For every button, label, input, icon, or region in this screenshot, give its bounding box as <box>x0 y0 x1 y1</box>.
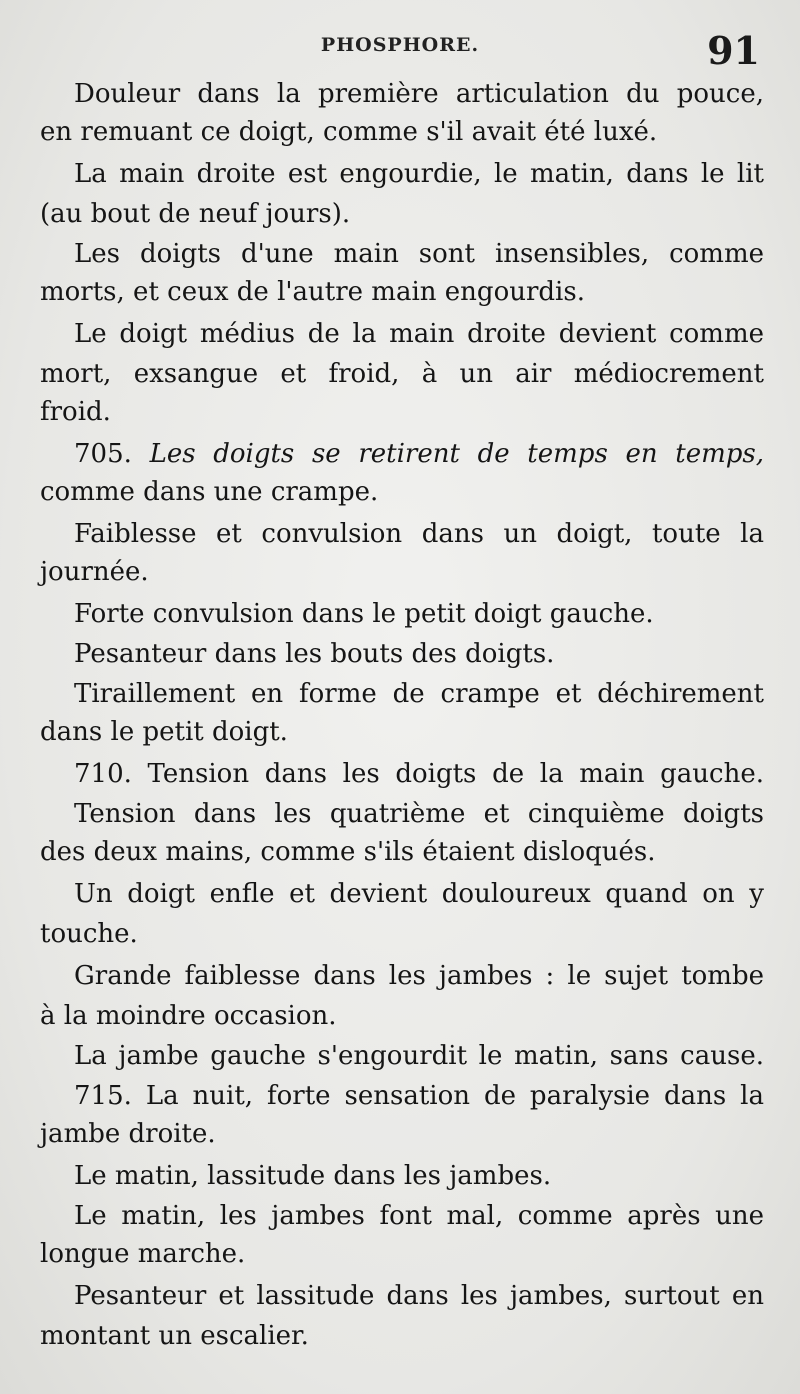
italic-text: Les doigts se retirent de temps en temps, <box>149 439 764 469</box>
text-line: Les doigts d'une main sont insensibles, comme <box>74 239 764 269</box>
running-title: PHOSPHORE. <box>320 34 480 56</box>
text-line: Un doigt enfle et devient douloureux quand on y <box>74 879 764 909</box>
text-line: comme dans une crampe. <box>40 477 379 507</box>
paragraph-number: 705. <box>74 439 132 469</box>
text-line: Tension dans les quatrième et cinquième doigts <box>74 799 764 829</box>
text-line: journée. <box>40 557 149 587</box>
text-line: La main droite est engourdie, le matin, dans le lit <box>74 159 764 189</box>
text-line: Pesanteur dans les bouts des doigts. <box>74 639 555 669</box>
text-line: Le doigt médius de la main droite devient comme <box>74 319 764 349</box>
text-line: dans le petit doigt. <box>40 717 288 747</box>
text-line: Forte convulsion dans le petit doigt gauche. <box>74 599 654 629</box>
text-line: montant un escalier. <box>40 1321 309 1351</box>
text-line: des deux mains, comme s'ils étaient disloqués. <box>40 837 656 867</box>
text-line: touche. <box>40 919 138 949</box>
text-line: à la moindre occasion. <box>40 1001 337 1031</box>
text-line: morts, et ceux de l'autre main engourdis. <box>40 277 585 307</box>
text-line: (au bout de neuf jours). <box>40 199 351 229</box>
text-line: mort, exsangue et froid, à un air médiocrement <box>40 359 764 389</box>
text-line: Le matin, les jambes font mal, comme après une <box>74 1201 764 1231</box>
text-line: Grande faiblesse dans les jambes : le sujet tombe <box>74 961 764 991</box>
text-line: 710. Tension dans les doigts de la main gauche. <box>74 759 764 789</box>
text-line: froid. <box>40 397 111 427</box>
text-line: Tiraillement en forme de crampe et déchirement <box>74 679 764 709</box>
page-number: 91 <box>707 28 760 73</box>
text-line: 715. La nuit, forte sensation de paralysie dans la <box>74 1081 764 1111</box>
text-line: jambe droite. <box>40 1119 216 1149</box>
text-line: Douleur dans la première articulation du pouce, <box>74 79 764 109</box>
text-line: Pesanteur et lassitude dans les jambes, surtout en <box>74 1281 764 1311</box>
text-line: Le matin, lassitude dans les jambes. <box>74 1161 552 1191</box>
text-line: longue marche. <box>40 1239 246 1269</box>
text-line: en remuant ce doigt, comme s'il avait été luxé. <box>40 117 658 147</box>
text-line: La jambe gauche s'engourdit le matin, sans cause. <box>74 1041 764 1071</box>
text-line <box>74 434 764 474</box>
text-line: Faiblesse et convulsion dans un doigt, toute la <box>74 519 764 549</box>
